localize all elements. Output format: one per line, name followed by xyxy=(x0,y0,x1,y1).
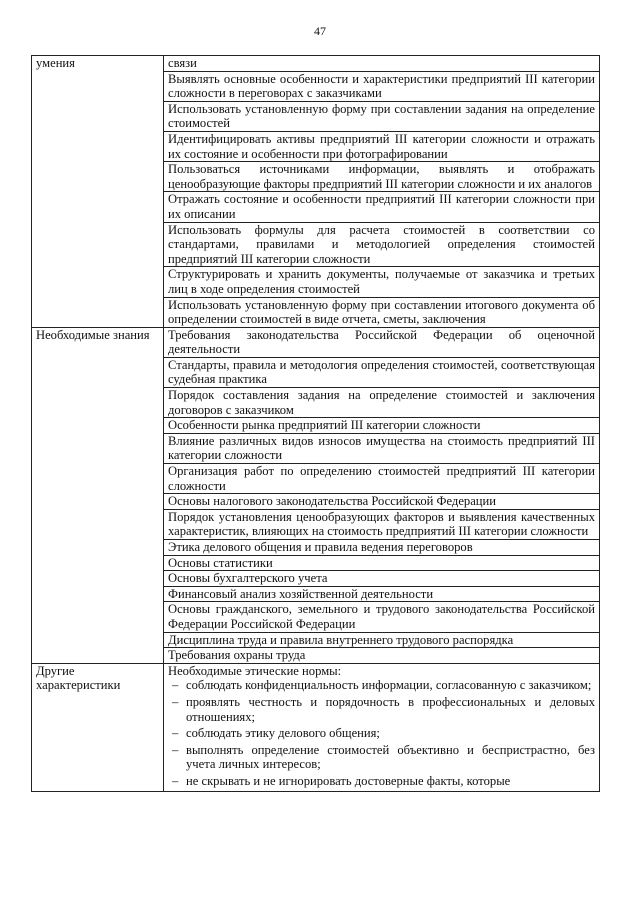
list-item: – соблюдать конфиденциальность информации, согласованную с заказчиком; xyxy=(168,678,595,693)
table-cell: Основы бухгалтерского учета xyxy=(164,571,600,587)
table-cell: Выявлять основные особенности и характеристики предприятий III категории сложности в переговорах с заказчиками xyxy=(164,71,600,101)
table-cell: Идентифицировать активы предприятий III категории сложности и отражать их состояние и особенности при фотографировании xyxy=(164,131,600,161)
table-cell: Влияние различных видов износов имущества на стоимость предприятий III категории сложности xyxy=(164,433,600,463)
list-item: – проявлять честность и порядочность в профессиональных и деловых отношениях; xyxy=(168,695,595,724)
table-cell: Использовать формулы для расчета стоимостей в соответствии со стандартами, правилами и методологией определения стоимостей предприятий III категории сложности xyxy=(164,222,600,267)
table-cell: Финансовый анализ хозяйственной деятельности xyxy=(164,586,600,602)
table-cell: связи xyxy=(164,56,600,72)
ethics-list xyxy=(168,678,595,788)
ethics-intro: Необходимые этические нормы: xyxy=(168,663,342,678)
category-cell-knowledge: Необходимые знания xyxy=(32,327,164,663)
table-row xyxy=(32,56,600,72)
table-cell: Основы налогового законодательства Российской Федерации xyxy=(164,494,600,510)
list-item: – выполнять определение стоимостей объективно и беспристрастно, без учета личных интересов; xyxy=(168,743,595,772)
table-cell: Использовать установленную форму при составлении задания на определение стоимостей xyxy=(164,101,600,131)
table-cell: Использовать установленную форму при составлении итогового документа об определении стоимостей в виде отчета, сметы, заключения xyxy=(164,297,600,327)
category-cell-other: Другие характеристики xyxy=(32,663,164,791)
competency-table xyxy=(31,55,600,792)
category-cell-skills: умения xyxy=(32,56,164,328)
page-number: 47 xyxy=(314,24,326,38)
table-cell: Требования охраны труда xyxy=(164,648,600,664)
table-cell: Отражать состояние и особенности предприятий III категории сложности при их описании xyxy=(164,192,600,222)
list-item: – не скрывать и не игнорировать достоверные факты, которые xyxy=(168,774,595,789)
table-cell: Стандарты, правила и методология определения стоимостей, соответствующая судебная практика xyxy=(164,357,600,387)
table-cell: Основы гражданского, земельного и трудового законодательства Российской Федерации Российской Федерации xyxy=(164,602,600,632)
table-cell: Пользоваться источниками информации, выявлять и отображать ценообразующие факторы предприятий III категории сложности и их аналогов xyxy=(164,162,600,192)
table-cell: Требования законодательства Российской Федерации об оценочной деятельности xyxy=(164,327,600,357)
table-cell: Особенности рынка предприятий III категории сложности xyxy=(164,418,600,434)
table-cell: Дисциплина труда и правила внутреннего трудового распорядка xyxy=(164,632,600,648)
table-cell: Этика делового общения и правила ведения переговоров xyxy=(164,540,600,556)
table-row xyxy=(32,327,600,357)
table-cell: Порядок составления задания на определение стоимостей и заключения договоров с заказчиком xyxy=(164,388,600,418)
table-cell: Организация работ по определению стоимостей предприятий III категории сложности xyxy=(164,464,600,494)
ethics-cell xyxy=(164,663,600,791)
table-cell: Структурировать и хранить документы, получаемые от заказчика и третьих лиц в ходе определения стоимостей xyxy=(164,267,600,297)
table-row xyxy=(32,663,600,791)
table-cell: Порядок установления ценообразующих факторов и выявления качественных характеристик, влияющих на стоимость предприятий III категории сложности xyxy=(164,509,600,539)
table-cell: Основы статистики xyxy=(164,555,600,571)
list-item: – соблюдать этику делового общения; xyxy=(168,726,595,741)
